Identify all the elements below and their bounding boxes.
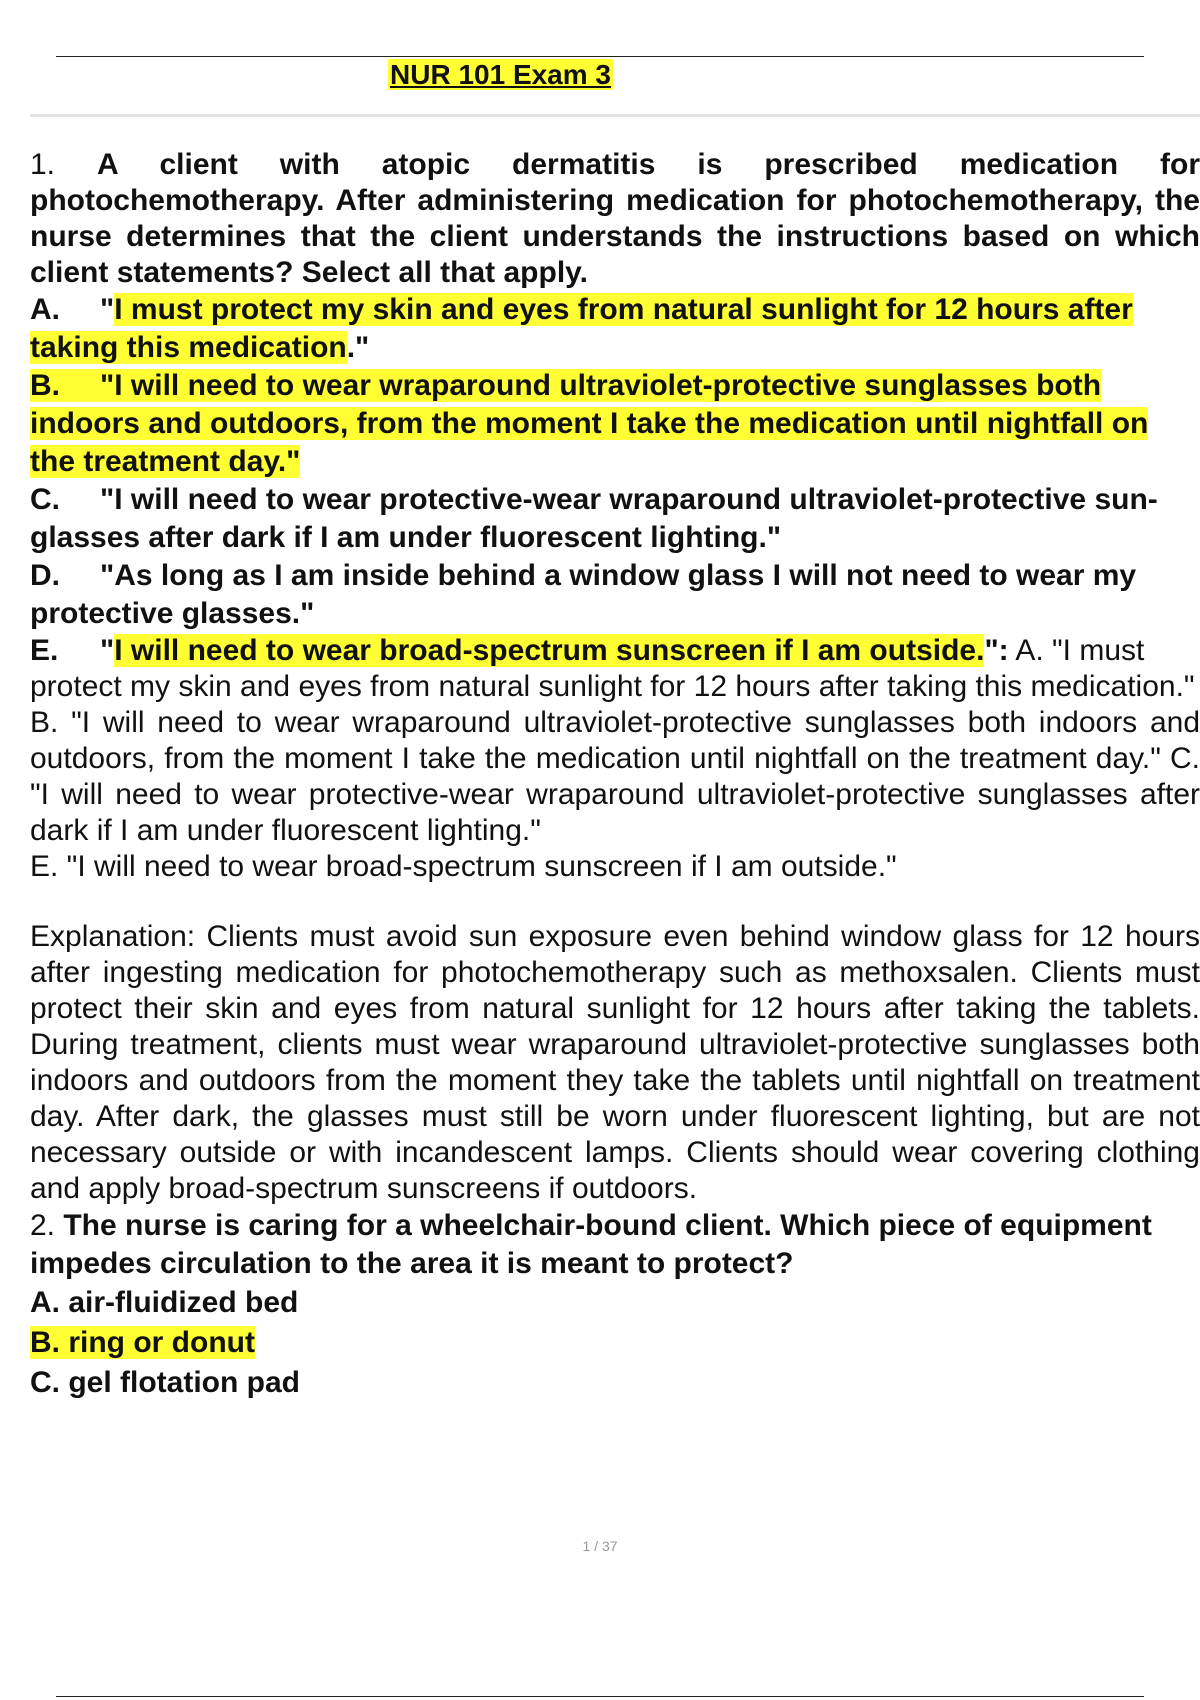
top-rule <box>56 56 1144 57</box>
q1-option-d <box>30 557 1200 633</box>
q1-explanation: Explanation: Clients must avoid sun exposure even behind window glass for 12 hours after ingesting medication for photochemotherapy such as methoxsalen. Clients must protect their skin and eyes from natural sunlight for 12 hours after taking the tablets. During treatment, clients must wear wraparound ultraviolet-protective sunglasses both indoors and outdoors from the moment they take the tablets until nightfall on treatment day. After dark, the glasses must still be worn under fluorescent lighting, but are not necessary outside or with incandescent lamps. Clients should wear covering clothing and apply broad-spectrum sunscreens if outdoors. <box>30 920 1200 1205</box>
q1-option-b-highlight: I will need to wear wraparound ultraviolet-protective sunglasses both indoors and outdoors, from the moment I take the medication until nightfall on the treatment day." <box>30 369 1149 478</box>
q1-option-a <box>30 291 1200 367</box>
page-number: 1 / 37 <box>582 1538 618 1554</box>
q1-option-e-open-quote: " <box>100 634 115 667</box>
q1-option-a-letter: A. <box>30 293 60 326</box>
q1-option-a-close: ." <box>346 331 370 364</box>
q1-option-e-close: ": <box>984 634 1009 667</box>
q1-option-e-and-answer <box>30 633 1200 705</box>
q1-answer-line-2: B. "I will need to wear wraparound ultraviolet-protective sunglasses both indoors and outdoors, from the moment I take the medication until nightfall on the treatment day." C. "I will need to wear protective-wear wraparound ultraviolet-protective sunglasses after dark if I am under fluorescent lighting." <box>30 706 1200 847</box>
q1-option-e-letter: E. <box>30 634 59 667</box>
q1-option-a-open-quote: " <box>100 293 115 326</box>
q1-stem <box>30 147 1200 291</box>
q2-option-b <box>30 1323 1200 1363</box>
q2-stem <box>30 1207 1200 1283</box>
q2-number: 2. <box>30 1209 64 1242</box>
q1-option-d-text: "As long as I am inside behind a window glass I will not need to wear my protective glasses." <box>30 559 1137 630</box>
q2-option-b-highlight: B. ring or donut <box>30 1326 255 1359</box>
header-divider <box>30 114 1200 117</box>
document-title: NUR 101 Exam 3 <box>390 59 612 90</box>
q1-option-b-open-quote: " <box>100 369 115 402</box>
q1-option-c-text: "I will need to wear protective-wear wraparound ultraviolet-protective sun-glasses after dark if I am under fluorescent lighting." <box>30 483 1158 554</box>
q1-option-d-letter: D. <box>30 559 60 592</box>
page-content <box>30 147 1200 1403</box>
q2-option-c: C. gel flotation pad <box>30 1366 300 1399</box>
q1-option-b <box>30 367 1200 481</box>
q1-option-a-highlight: I must protect my skin and eyes from natural sunlight for 12 hours after taking this medication <box>30 293 1133 364</box>
q1-option-b-letter: B. <box>30 369 60 402</box>
q1-number: 1. <box>30 148 97 181</box>
q2-stem-text: The nurse is caring for a wheelchair-bound client. Which piece of equipment impedes circulation to the area it is meant to protect? <box>30 1209 1152 1280</box>
q1-answer-line-1: A. "I must protect my skin and eyes from natural sunlight for 12 hours after taking this medication." <box>30 634 1195 703</box>
title-wrap <box>388 58 613 92</box>
spacer <box>30 885 1200 919</box>
bottom-rule <box>56 1696 1144 1697</box>
q1-option-e-highlight: I will need to wear broad-spectrum sunscreen if I am outside. <box>114 634 985 667</box>
q1-stem-text: A client with atopic dermatitis is prescribed medication for photochemotherapy. After administering medication for photochemotherapy, the nurse determines that the client understands the instructions based on which client statements? Select all that apply. <box>30 148 1200 289</box>
q1-option-c-letter: C. <box>30 483 60 516</box>
q1-option-c <box>30 481 1200 557</box>
q1-answer-line-3: E. "I will need to wear broad-spectrum sunscreen if I am outside." <box>30 850 897 883</box>
q2-option-a: A. air-fluidized bed <box>30 1286 299 1319</box>
